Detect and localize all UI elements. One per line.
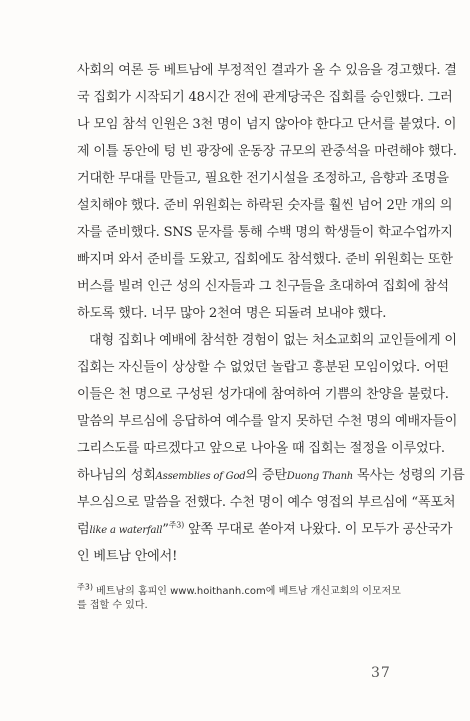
italic-phrase: like a waterfall [89, 525, 163, 536]
body-line: 그리스도를 따르겠다고 앞으로 나아올 때 집회는 절정을 이루었다. [77, 441, 445, 456]
body-line: 말씀의 부르심에 응답하여 예수를 알지 못하던 수천 명의 예배자들이 [77, 414, 458, 429]
italic-name: Duong Thanh [286, 471, 354, 482]
italic-term: Assemblies of God [155, 471, 246, 482]
body-text: 하나님의 성회 [77, 468, 156, 483]
body-line: 국 집회가 시작되기 48시간 전에 관계당국은 집회를 승인했다. 그러 [77, 90, 453, 105]
body-line: 거대한 무대를 만들고, 필요한 전기시설을 조정하고, 음향과 조명을 [77, 171, 449, 186]
body-line: 나 모임 참석 인원은 3천 명이 넘지 않아야 한다고 단서를 붙였다. 이 [77, 117, 457, 132]
footnote-ref: 주3) [168, 520, 185, 530]
body-line: 집회는 자신들이 상상할 수 없었던 놀랍고 흥분된 모임이었다. 어떤 [77, 360, 449, 375]
body-line: 사회의 여론 등 베트남에 부정적인 결과가 올 수 있음을 경고했다. 결 [77, 63, 457, 78]
footnote [77, 582, 404, 613]
body-text: ” [162, 522, 169, 537]
body-line [77, 520, 453, 539]
body-line: 이들은 천 명으로 구성된 성가대에 참여하여 기쁨의 찬양을 불렀다. [77, 387, 449, 402]
body-line: 인 베트남 안에서! [77, 549, 178, 564]
body-line: 빠지며 와서 준비를 도왔고, 집회에도 참석했다. 준비 위원회는 또한 [77, 252, 453, 267]
page-number: 37 [371, 665, 391, 681]
body-text: 앞쪽 무대로 쏟아져 나왔다. 이 모두가 공산국가 [184, 522, 453, 537]
footnote-text: 베트남의 홈피인 www.hoithanh.com에 베트남 개신교회의 이모저모를 접할 수 있다. [77, 586, 401, 611]
footnote-mark: 주3) [77, 582, 93, 592]
body-line [77, 468, 465, 485]
body-line: 하도록 했다. 너무 많아 2천여 명은 되돌려 보내야 했다. [77, 306, 387, 321]
body-text: 럼 [77, 522, 90, 537]
body-text: 의 증탄 [245, 468, 287, 483]
body-line: 설치해야 했다. 준비 위원회는 하락된 숫자를 훨씬 넘어 2만 개의 의 [77, 198, 453, 213]
body-line: 제 이틀 동안에 텅 빈 광장에 운동장 규모의 관중석을 마련해야 했다. [77, 144, 457, 159]
body-line: 버스를 빌려 인근 성의 신자들과 그 친구들을 초대하여 집회에 참석 [77, 279, 449, 294]
body-line: 자를 준비했다. SNS 문자를 통해 수백 명의 학생들이 학교수업까지 [77, 225, 453, 240]
body-text: 목사는 성령의 기름 [353, 468, 465, 483]
body-line: 부으심으로 말씀을 전했다. 수천 명이 예수 영접의 부르심에 “폭포처 [77, 495, 456, 510]
body-line-indented: 대형 집회나 예배에 참석한 경험이 없는 처소교회의 교인들에게 이 [89, 333, 457, 348]
